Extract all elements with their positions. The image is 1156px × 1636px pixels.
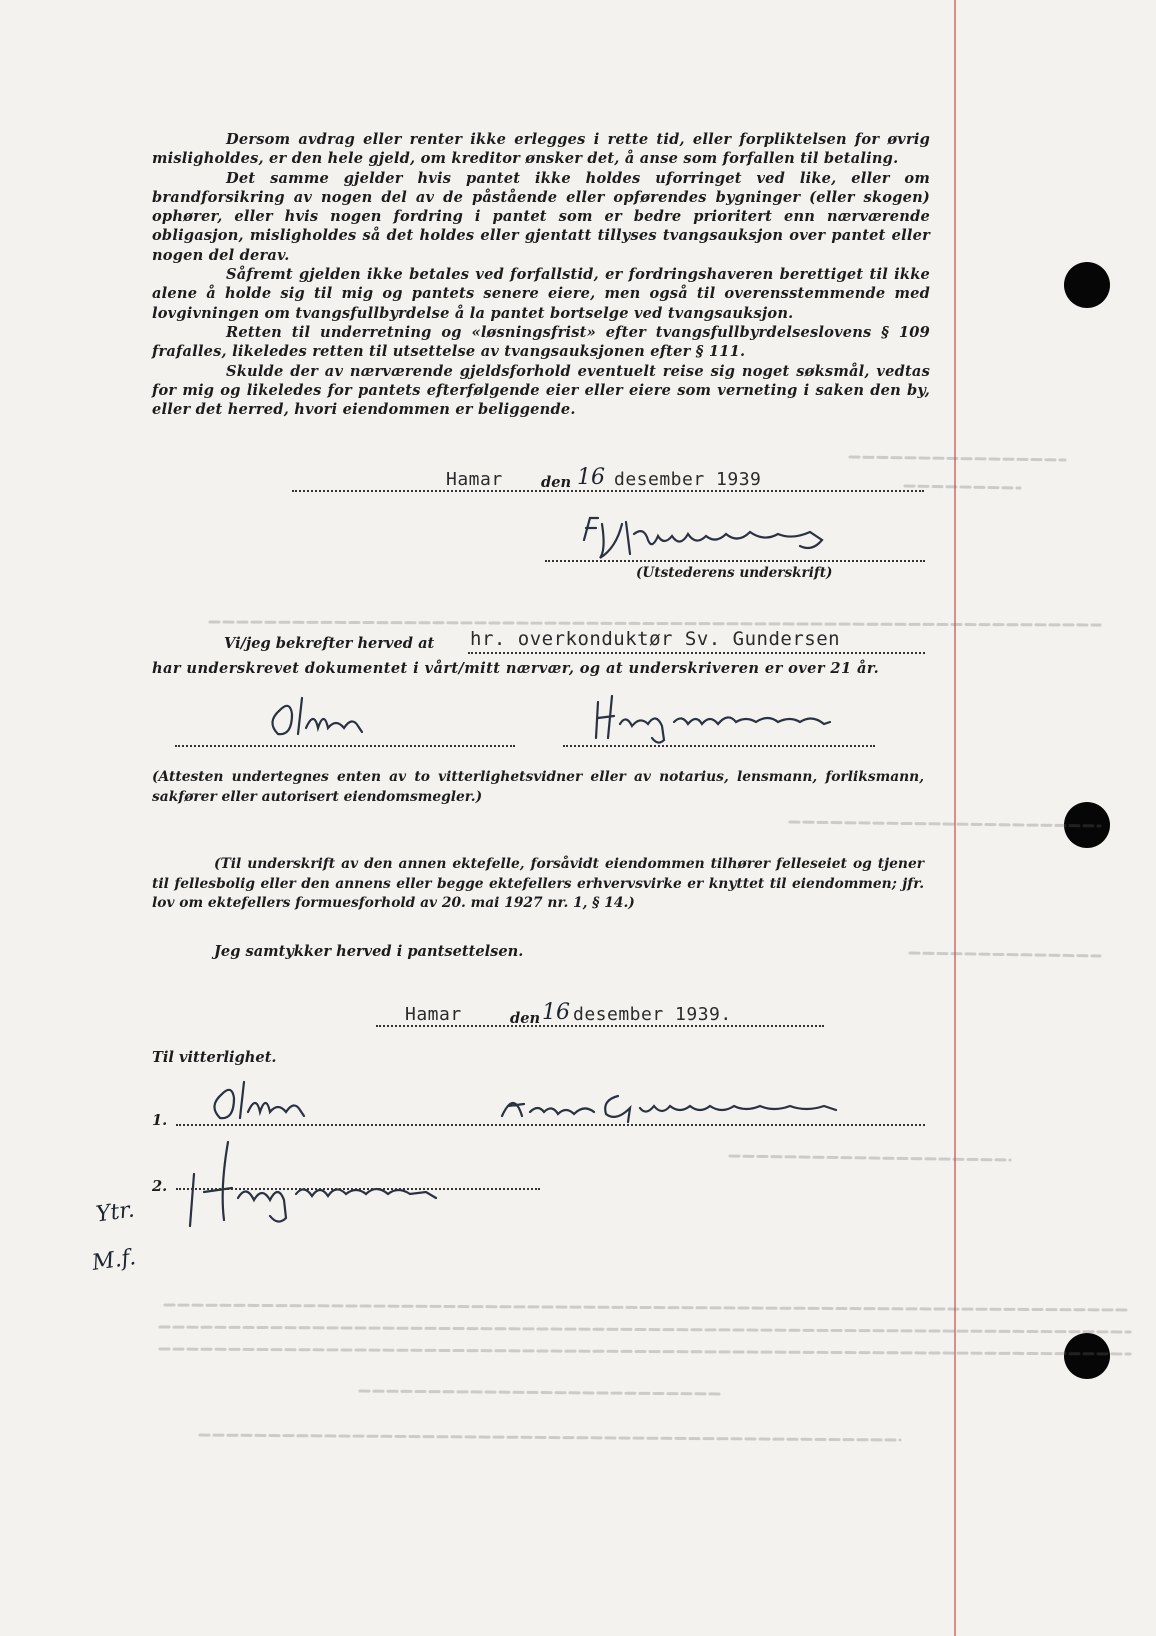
consent-date-rest: desember 1939.: [573, 1004, 732, 1025]
witnesses-heading: Til vitterlighet.: [152, 1049, 277, 1066]
consent-date-line: [376, 1025, 824, 1027]
attestation-typed-name: hr. overkonduktør Sv. Gundersen: [470, 628, 841, 650]
consent-den-label: den: [510, 1010, 541, 1027]
attestation-prefix: Vi/jeg bekrefter herved at: [224, 635, 435, 652]
margin-note-line2: M.f.: [90, 1245, 138, 1276]
issue-den-label: den: [541, 474, 572, 491]
consent-day: 16: [542, 1000, 570, 1025]
attestation-witness2-signature: [590, 688, 890, 748]
witness2-line: [563, 745, 875, 747]
issue-place: Hamar: [446, 469, 503, 490]
issue-day: 16: [577, 465, 605, 490]
witness1-signature: [204, 1072, 344, 1132]
consent-place: Hamar: [405, 1004, 462, 1025]
clause-default: Dersom avdrag eller renter ikke erlegges i rette tid, eller forpliktelsen for øvrig misligholdes, er den hele gjeld, om kreditor ønsker det, å anse som forfallen til betaling.: [152, 131, 930, 168]
consent-text: Jeg samtykker herved i pantsettelsen.: [214, 943, 524, 960]
issuer-caption: (Utstederens underskrift): [636, 565, 833, 581]
witness-number-1: 1.: [152, 1112, 168, 1129]
issue-date-rest: desember 1939: [614, 469, 762, 490]
issue-date-line: [292, 490, 924, 492]
witness-number-2: 2.: [152, 1178, 168, 1195]
attestation-name-line: [468, 652, 925, 654]
attestation-note: (Attesten undertegnes enten av to vitterlighetsvidner eller av notarius, lensmann, forliksmann, sakfører eller autorisert eiendomsmegler.): [152, 769, 924, 805]
issuer-signature-line: [545, 560, 925, 562]
clause-auction: Såfremt gjelden ikke betales ved forfallstid, er fordringshaveren berettiget til ikke alene å holde sig til mig og pantets senere eiere, men også til overensstemmende med lovgivningen om tvangsfullbyrdelse å la pantet bortselge ved tvangsauksjon.: [152, 266, 930, 322]
spouse-note: (Til underskrift av den annen ektefelle, forsåvidt eiendommen tilhører felleseiet og tjener til fellesbolig eller den annens eller begge ektefellers erhvervsvirke er knyttet til eiendommen; jfr. lov om ektefellers formuesforhold av 20. mai 1927 nr. 1, § 14.): [152, 856, 924, 911]
clause-maintenance: Det samme gjelder hvis pantet ikke holdes uforringet ved like, eller om brandforsikring av nogen del av de påstående eller opførendes bygninger (eller skogen) ophører, eller hvis nogen fordring i pantet som er bedre prioritert enn nærværende obligasjon, misligholdes så det holdes eller gjentatt tillyses tvangsauksjon over pantet eller nogen del derav.: [152, 169, 930, 264]
attestation-witness1-signature: [262, 688, 402, 748]
margin-note-line1: Ytr.: [94, 1197, 137, 1228]
witness-line-2: [176, 1188, 540, 1190]
clause-notice: Retten til underretning og «løsningsfrist» efter tvangsfullbyrdelseslovens § 109 frafalles, likeledes retten til utsettelse av tvangsauksjonen efter § 111.: [152, 323, 930, 361]
witness-line-1: [176, 1124, 925, 1126]
witness1-line: [175, 745, 515, 747]
conditions-text: [152, 130, 930, 419]
witness2-signature: [176, 1128, 476, 1238]
clause-venue: Skulde der av nærværende gjeldsforhold eventuelt reise sig noget søksmål, vedtas for mig og likeledes for pantets efterfølgende eier eller eiere som verneting i saken den by, eller det herred, hvori eiendommen er beliggende.: [152, 362, 930, 419]
attestation-line2: har underskrevet dokumentet i vårt/mitt nærvær, og at underskriveren er over 21 år.: [152, 660, 880, 677]
